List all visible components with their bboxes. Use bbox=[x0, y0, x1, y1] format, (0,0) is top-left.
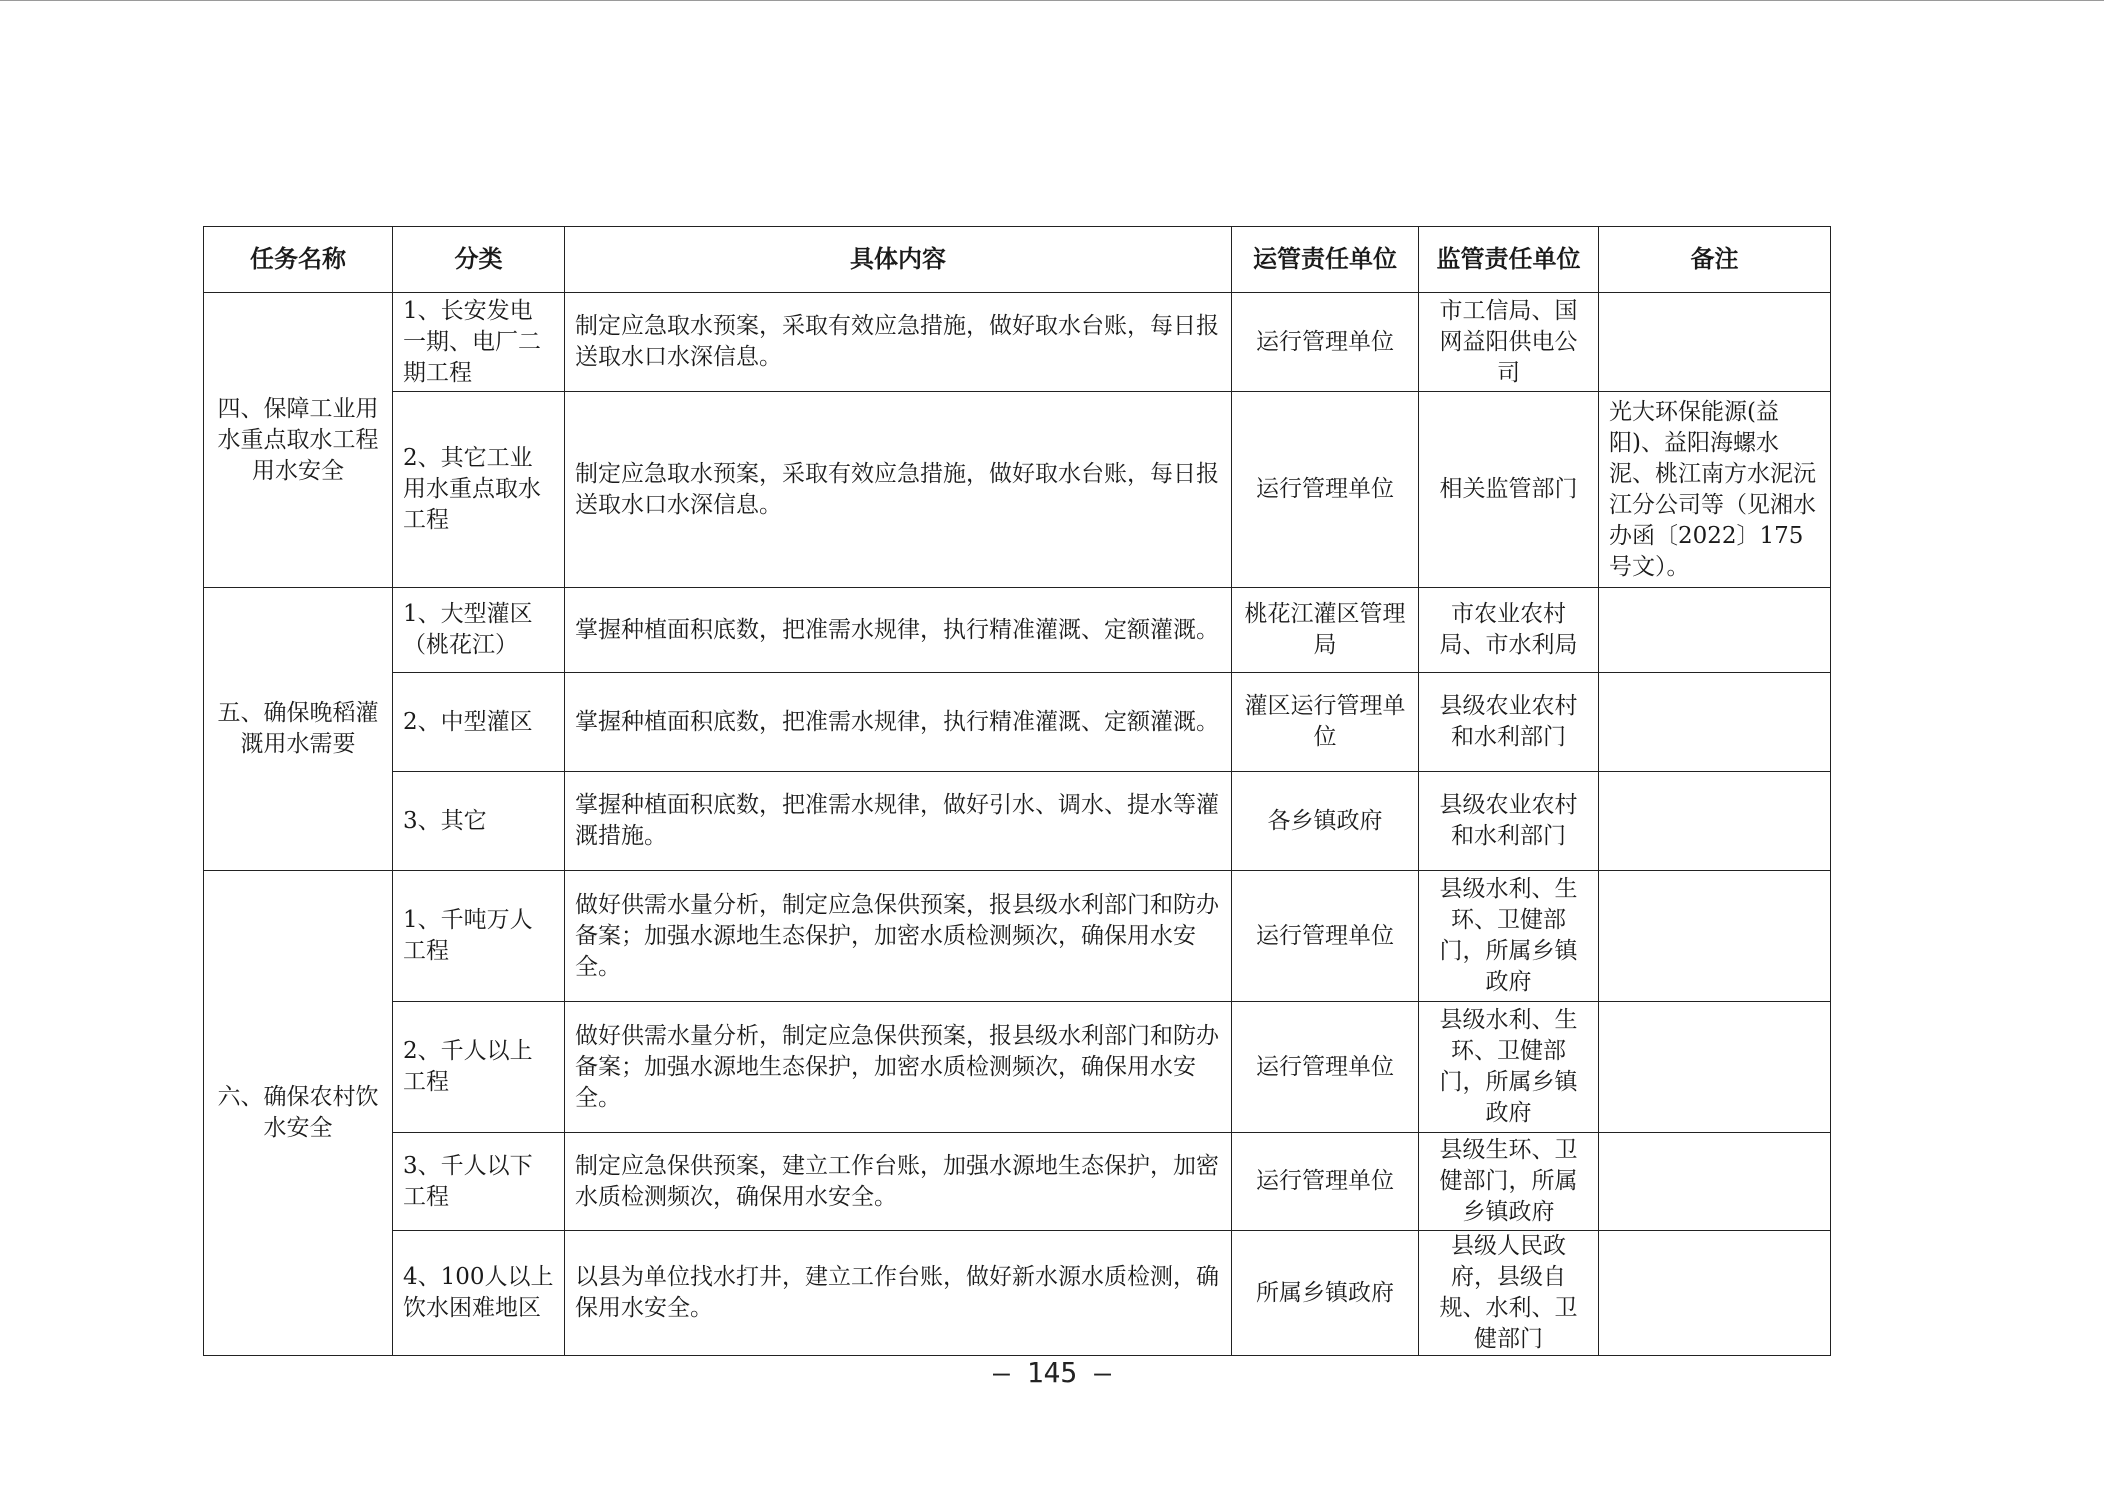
category-cell: 4、100人以上饮水困难地区 bbox=[393, 1231, 565, 1356]
supervisor-cell: 市工信局、国网益阳供电公司 bbox=[1419, 293, 1599, 392]
table-row bbox=[204, 772, 1831, 871]
operator-cell: 运行管理单位 bbox=[1232, 392, 1419, 588]
operator-cell: 所属乡镇政府 bbox=[1232, 1231, 1419, 1356]
content-cell: 做好供需水量分析，制定应急保供预案，报县级水利部门和防办备案；加强水源地生态保护，加密水质检测频次，确保用水安全。 bbox=[565, 871, 1232, 1002]
task-table bbox=[203, 226, 1831, 1356]
category-cell: 1、千吨万人工程 bbox=[393, 871, 565, 1002]
content-cell: 以县为单位找水打井，建立工作台账，做好新水源水质检测，确保用水安全。 bbox=[565, 1231, 1232, 1356]
task-cell: 五、确保晚稻灌溉用水需要 bbox=[204, 588, 393, 871]
category-cell: 2、其它工业用水重点取水工程 bbox=[393, 392, 565, 588]
note-cell bbox=[1599, 772, 1831, 871]
content-cell: 掌握种植面积底数，把准需水规律，执行精准灌溉、定额灌溉。 bbox=[565, 673, 1232, 772]
note-cell bbox=[1599, 293, 1831, 392]
task-cell: 六、确保农村饮水安全 bbox=[204, 871, 393, 1356]
header-row bbox=[204, 227, 1831, 293]
note-cell bbox=[1599, 1002, 1831, 1133]
table-row bbox=[204, 293, 1831, 392]
supervisor-cell: 县级水利、生环、卫健部门，所属乡镇政府 bbox=[1419, 871, 1599, 1002]
supervisor-cell: 市农业农村局、市水利局 bbox=[1419, 588, 1599, 673]
table-row bbox=[204, 392, 1831, 588]
note-cell bbox=[1599, 1231, 1831, 1356]
header-note: 备注 bbox=[1599, 227, 1831, 293]
content-cell: 掌握种植面积底数，把准需水规律，做好引水、调水、提水等灌溉措施。 bbox=[565, 772, 1232, 871]
content-cell: 制定应急取水预案，采取有效应急措施，做好取水台账，每日报送取水口水深信息。 bbox=[565, 293, 1232, 392]
table-row bbox=[204, 673, 1831, 772]
header-category: 分类 bbox=[393, 227, 565, 293]
header-content: 具体内容 bbox=[565, 227, 1232, 293]
top-border-line bbox=[0, 0, 2104, 1]
table-row bbox=[204, 1133, 1831, 1231]
content-cell: 做好供需水量分析，制定应急保供预案，报县级水利部门和防办备案；加强水源地生态保护，加密水质检测频次，确保用水安全。 bbox=[565, 1002, 1232, 1133]
supervisor-cell: 县级水利、生环、卫健部门，所属乡镇政府 bbox=[1419, 1002, 1599, 1133]
note-cell bbox=[1599, 673, 1831, 772]
header-operator: 运管责任单位 bbox=[1232, 227, 1419, 293]
category-cell: 3、千人以下工程 bbox=[393, 1133, 565, 1231]
header-supervisor: 监管责任单位 bbox=[1419, 227, 1599, 293]
note-cell bbox=[1599, 1133, 1831, 1231]
supervisor-cell: 县级生环、卫健部门，所属乡镇政府 bbox=[1419, 1133, 1599, 1231]
category-cell: 3、其它 bbox=[393, 772, 565, 871]
category-cell: 2、中型灌区 bbox=[393, 673, 565, 772]
note-cell: 光大环保能源(益阳)、益阳海螺水泥、桃江南方水泥沅江分公司等（见湘水办函〔2022〕175号文）。 bbox=[1599, 392, 1831, 588]
category-cell: 1、长安发电一期、电厂二期工程 bbox=[393, 293, 565, 392]
page-number: – 145 – bbox=[992, 1356, 1111, 1389]
operator-cell: 桃花江灌区管理局 bbox=[1232, 588, 1419, 673]
operator-cell: 灌区运行管理单位 bbox=[1232, 673, 1419, 772]
note-cell bbox=[1599, 588, 1831, 673]
table-row bbox=[204, 1231, 1831, 1356]
category-cell: 2、千人以上工程 bbox=[393, 1002, 565, 1133]
table-row bbox=[204, 1002, 1831, 1133]
category-cell: 1、大型灌区（桃花江） bbox=[393, 588, 565, 673]
supervisor-cell: 相关监管部门 bbox=[1419, 392, 1599, 588]
operator-cell: 运行管理单位 bbox=[1232, 871, 1419, 1002]
operator-cell: 各乡镇政府 bbox=[1232, 772, 1419, 871]
supervisor-cell: 县级农业农村和水利部门 bbox=[1419, 673, 1599, 772]
task-cell: 四、保障工业用水重点取水工程用水安全 bbox=[204, 293, 393, 588]
supervisor-cell: 县级人民政府，县级自规、水利、卫健部门 bbox=[1419, 1231, 1599, 1356]
content-cell: 制定应急取水预案，采取有效应急措施，做好取水台账，每日报送取水口水深信息。 bbox=[565, 392, 1232, 588]
operator-cell: 运行管理单位 bbox=[1232, 293, 1419, 392]
operator-cell: 运行管理单位 bbox=[1232, 1133, 1419, 1231]
supervisor-cell: 县级农业农村和水利部门 bbox=[1419, 772, 1599, 871]
operator-cell: 运行管理单位 bbox=[1232, 1002, 1419, 1133]
table-row bbox=[204, 588, 1831, 673]
table-row bbox=[204, 871, 1831, 1002]
header-task: 任务名称 bbox=[204, 227, 393, 293]
note-cell bbox=[1599, 871, 1831, 1002]
content-cell: 掌握种植面积底数，把准需水规律，执行精准灌溉、定额灌溉。 bbox=[565, 588, 1232, 673]
content-cell: 制定应急保供预案，建立工作台账，加强水源地生态保护，加密水质检测频次，确保用水安全。 bbox=[565, 1133, 1232, 1231]
